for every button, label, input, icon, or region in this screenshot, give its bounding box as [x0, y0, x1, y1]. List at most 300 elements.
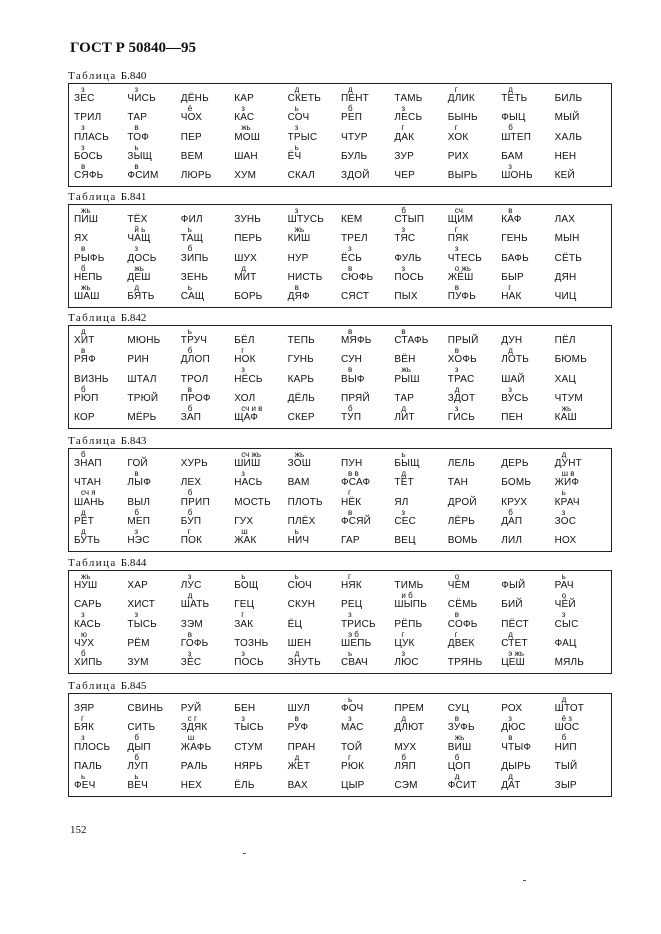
syllable-word: ЦЫР: [341, 780, 365, 791]
syllable-word: ТУП: [341, 412, 362, 423]
word-grid: [73, 696, 607, 792]
syllable-word: РАЧ: [554, 580, 574, 592]
word-cell: [233, 773, 286, 792]
word-cell: [393, 366, 446, 385]
syllable-word: ДЯФ: [287, 291, 310, 302]
syllable-word: ТАМЬ: [394, 93, 423, 105]
syllable-word: ЧТУМ: [554, 392, 583, 404]
word-cell: [554, 386, 607, 405]
pronunciation-mark: в: [454, 610, 460, 620]
word-cell: [233, 734, 286, 753]
word-cell: [340, 528, 393, 547]
syllable-word: БИЙ: [501, 599, 523, 611]
pronunciation-mark: в: [134, 123, 139, 133]
pronunciation-mark: г: [187, 526, 191, 536]
syllable-word: ТРЕЛ: [341, 233, 368, 245]
word-cell: [500, 245, 553, 264]
pronunciation-mark: в: [187, 629, 193, 639]
word-cell: [500, 226, 553, 245]
word-cell: [287, 734, 340, 753]
pronunciation-mark: в: [81, 244, 86, 254]
word-cell: [393, 265, 446, 284]
syllable-word: ЧИЦ: [554, 291, 577, 302]
word-cell: [500, 451, 553, 470]
pronunciation-mark: жь: [294, 225, 305, 235]
syllable-word: НОК: [234, 354, 256, 366]
pronunciation-mark: з: [134, 610, 139, 620]
word-cell: [126, 773, 179, 792]
syllable-word: БОЩ: [234, 580, 259, 592]
word-cell: [447, 366, 500, 385]
pronunciation-mark: г: [454, 225, 458, 235]
pronunciation-mark: ь: [241, 572, 246, 581]
pronunciation-mark: б: [187, 244, 193, 254]
word-cell: [126, 696, 179, 715]
pronunciation-mark: ь: [294, 142, 299, 152]
pronunciation-mark: д: [401, 469, 407, 479]
pronunciation-mark: жь: [454, 733, 465, 743]
table-block: [68, 435, 612, 552]
word-cell: [500, 328, 553, 347]
syllable-word: ЖАК: [234, 535, 257, 546]
syllable-word: КОР: [74, 412, 95, 423]
syllable-word: ЗОС: [554, 515, 577, 527]
word-cell: [393, 470, 446, 489]
word-cell: [126, 86, 179, 105]
pronunciation-mark: з: [508, 714, 512, 724]
pronunciation-mark: з: [241, 469, 245, 479]
syllable-word: ШАТЬ: [180, 599, 210, 611]
syllable-word: БУТЬ: [74, 535, 101, 546]
word-cell: [126, 328, 179, 347]
word-cell: [73, 245, 126, 264]
word-cell: [233, 124, 286, 143]
pronunciation-mark: з: [561, 507, 566, 517]
table-frame: [68, 83, 612, 187]
word-cell: [447, 386, 500, 405]
syllable-word: ХАЛЬ: [554, 131, 583, 143]
syllable-word: ЛЯП: [394, 760, 416, 772]
pronunciation-mark: д: [134, 282, 140, 292]
word-cell: [447, 528, 500, 547]
syllable-word: НЕПЬ: [74, 271, 103, 283]
table-block: [68, 191, 612, 308]
word-cell: [233, 265, 286, 284]
syllable-word: ЧТУР: [341, 131, 368, 143]
syllable-word: КАСЬ: [74, 618, 101, 630]
syllable-word: ЗЫЩ: [127, 150, 153, 162]
word-cell: [287, 366, 340, 385]
word-cell: [287, 528, 340, 547]
syllable-word: НАК: [501, 291, 522, 302]
syllable-word: ЦЕШ: [501, 657, 526, 668]
syllable-word: РЮП: [74, 392, 99, 404]
pronunciation-mark: з: [454, 244, 459, 254]
table-caption: [68, 557, 612, 570]
syllable-word: СЮФЬ: [341, 271, 374, 283]
pronunciation-mark: г: [508, 282, 512, 292]
word-cell: [447, 734, 500, 753]
syllable-word: СТЫП: [394, 214, 425, 226]
word-cell: [554, 105, 607, 124]
word-cell: [393, 528, 446, 547]
word-cell: [180, 105, 233, 124]
pronunciation-mark: ё з: [561, 714, 572, 724]
syllable-word: ЁЦ: [287, 618, 303, 630]
word-cell: [287, 451, 340, 470]
syllable-word: СЭМ: [394, 780, 418, 791]
syllable-word: ТРУЧ: [180, 335, 208, 347]
word-cell: [447, 773, 500, 792]
word-cell: [180, 124, 233, 143]
syllable-word: ДЁЛЬ: [287, 392, 315, 404]
syllable-word: ШЫПЬ: [394, 599, 427, 611]
syllable-word: ХИТ: [74, 335, 95, 347]
syllable-word: ШТУСЬ: [287, 214, 325, 226]
word-cell: [180, 386, 233, 405]
syllable-word: ТЕПЬ: [287, 335, 315, 347]
word-cell: [447, 573, 500, 592]
syllable-word: ПРЯЙ: [341, 392, 370, 404]
word-cell: [340, 265, 393, 284]
word-cell: [447, 144, 500, 163]
syllable-word: ЗЯР: [74, 703, 95, 715]
word-cell: [447, 226, 500, 245]
pronunciation-mark: о: [454, 572, 460, 581]
syllable-word: СВИНЬ: [127, 703, 164, 715]
syllable-word: ШУХ: [234, 252, 257, 264]
syllable-word: КРУХ: [501, 496, 528, 508]
syllable-word: ХУМ: [234, 170, 257, 181]
syllable-word: ПЁЛ: [554, 335, 576, 347]
syllable-word: ГОЙ: [127, 458, 148, 470]
pronunciation-mark: г: [81, 714, 84, 724]
word-cell: [500, 163, 553, 182]
syllable-word: ЁСЬ: [341, 252, 363, 264]
syllable-word: КАФ: [501, 214, 522, 226]
word-cell: [287, 631, 340, 650]
word-cell: [287, 163, 340, 182]
pronunciation-mark: б: [187, 488, 193, 498]
syllable-word: СОФЬ: [447, 618, 478, 630]
table-caption-label: Таблица: [68, 435, 117, 447]
word-cell: [287, 611, 340, 630]
syllable-word: ЛЕЛЬ: [447, 458, 475, 470]
syllable-word: ТРИСЬ: [341, 618, 376, 630]
word-cell: [180, 509, 233, 528]
word-cell: [126, 386, 179, 405]
syllable-word: ШТАЛ: [127, 373, 157, 385]
word-cell: [340, 489, 393, 508]
syllable-word: ГЕНЬ: [501, 233, 528, 245]
syllable-word: БОРЬ: [234, 291, 263, 302]
syllable-word: СТЕТ: [501, 637, 528, 649]
word-cell: [287, 489, 340, 508]
word-cell: [340, 347, 393, 366]
pronunciation-mark: о: [561, 591, 567, 601]
word-cell: [500, 105, 553, 124]
word-cell: [554, 509, 607, 528]
syllable-word: ПЕРЬ: [234, 233, 263, 245]
word-cell: [287, 124, 340, 143]
word-cell: [287, 328, 340, 347]
word-cell: [393, 386, 446, 405]
pronunciation-mark: д: [454, 771, 460, 781]
pronunciation-mark: б: [401, 752, 406, 762]
syllable-word: ЛЫФ: [127, 477, 152, 489]
syllable-word: РЮК: [341, 760, 365, 772]
syllable-word: ШЕН: [287, 637, 312, 649]
word-cell: [554, 592, 607, 611]
word-cell: [126, 715, 179, 734]
word-cell: [233, 573, 286, 592]
word-cell: [180, 631, 233, 650]
word-cell: [73, 347, 126, 366]
word-cell: [393, 207, 446, 226]
word-cell: [500, 734, 553, 753]
syllable-word: ШАНЬ: [74, 496, 105, 508]
pronunciation-mark: ь: [187, 225, 192, 235]
word-cell: [500, 265, 553, 284]
word-cell: [500, 86, 553, 105]
word-cell: [447, 592, 500, 611]
syllable-word: ДАТ: [501, 780, 521, 791]
syllable-word: ФСЯЙ: [341, 515, 372, 527]
word-cell: [73, 124, 126, 143]
syllable-word: ПРАН: [287, 741, 316, 753]
word-cell: [73, 144, 126, 163]
pronunciation-mark: б: [561, 733, 567, 743]
syllable-word: РИХ: [447, 150, 469, 162]
syllable-word: РОХ: [501, 703, 523, 715]
syllable-word: КИШ: [287, 233, 311, 245]
syllable-word: БИЛЬ: [554, 93, 583, 105]
syllable-word: ЛИТ: [394, 412, 415, 423]
pronunciation-mark: в: [348, 365, 353, 375]
pronunciation-mark: й ь: [134, 225, 146, 235]
syllable-word: РУФ: [287, 722, 309, 734]
pronunciation-mark: ь: [294, 104, 299, 114]
syllable-word: СЯФЬ: [74, 170, 104, 181]
word-cell: [233, 105, 286, 124]
word-cell: [73, 734, 126, 753]
syllable-word: ТАН: [447, 477, 469, 489]
word-cell: [233, 470, 286, 489]
syllable-word: ПИШ: [74, 214, 99, 226]
syllable-word: НИСТЬ: [287, 271, 323, 283]
syllable-word: ЧЁЙ: [554, 599, 576, 611]
pronunciation-mark: г: [401, 123, 405, 133]
syllable-word: БЫЩ: [394, 458, 420, 470]
word-cell: [73, 573, 126, 592]
syllable-word: ЧАЩ: [127, 233, 151, 245]
syllable-word: НЕХ: [180, 780, 202, 791]
syllable-word: ПЛЁХ: [287, 515, 316, 527]
pronunciation-mark: в: [508, 733, 513, 743]
syllable-word: СОЧ: [287, 112, 310, 124]
word-cell: [447, 347, 500, 366]
word-cell: [393, 284, 446, 303]
syllable-word: ШТОТ: [554, 703, 585, 715]
pronunciation-mark: ь: [134, 771, 139, 781]
word-cell: [340, 405, 393, 424]
syllable-word: ЛЮРЬ: [180, 170, 212, 181]
syllable-word: КЕМ: [341, 214, 363, 226]
syllable-word: ВАХ: [287, 780, 308, 791]
word-cell: [180, 734, 233, 753]
word-cell: [340, 226, 393, 245]
word-cell: [180, 347, 233, 366]
syllable-word: ДАП: [501, 515, 523, 527]
word-cell: [500, 144, 553, 163]
word-cell: [287, 265, 340, 284]
pronunciation-mark: ь: [561, 572, 566, 581]
syllable-word: МЯФЬ: [341, 335, 372, 347]
pronunciation-mark: б: [134, 752, 139, 762]
syllable-word: НУШ: [74, 580, 98, 592]
syllable-word: ЩИМ: [447, 214, 474, 226]
word-cell: [233, 226, 286, 245]
syllable-word: ДЛЮТ: [394, 722, 425, 734]
word-cell: [554, 265, 607, 284]
syllable-word: ЖАФЬ: [180, 741, 212, 753]
pronunciation-mark: б: [508, 507, 513, 517]
pronunciation-mark: в: [134, 469, 139, 479]
word-cell: [73, 226, 126, 245]
word-cell: [340, 592, 393, 611]
word-cell: [233, 611, 286, 630]
word-cell: [340, 611, 393, 630]
word-cell: [500, 124, 553, 143]
word-cell: [233, 366, 286, 385]
syllable-word: ПЯК: [447, 233, 469, 245]
table-caption-label: Таблица: [68, 312, 117, 324]
syllable-word: ЗЕС: [74, 93, 95, 105]
syllable-word: ЛУП: [127, 760, 149, 772]
syllable-word: МЫЙ: [554, 112, 580, 124]
word-cell: [340, 715, 393, 734]
word-cell: [180, 754, 233, 773]
syllable-word: ФСИМ: [127, 170, 159, 181]
word-cell: [340, 451, 393, 470]
pronunciation-mark: з: [81, 142, 85, 152]
syllable-word: ЧТЫФ: [501, 741, 532, 753]
syllable-word: ТОЙ: [341, 741, 363, 753]
table-caption: [68, 680, 612, 693]
word-cell: [287, 284, 340, 303]
word-cell: [233, 650, 286, 669]
syllable-word: ТАР: [394, 392, 415, 404]
syllable-word: ПОСЬ: [394, 271, 424, 283]
pronunciation-mark: в: [81, 346, 86, 356]
syllable-word: ПОК: [180, 535, 203, 546]
syllable-word: ЧЕР: [394, 170, 415, 181]
syllable-word: ЛАХ: [554, 214, 576, 226]
table-caption-number: Б.843: [120, 435, 147, 447]
word-cell: [500, 405, 553, 424]
syllable-word: ДЁНЬ: [180, 93, 209, 105]
syllable-word: ПЛАСЬ: [74, 131, 109, 143]
scan-speck: [243, 853, 246, 854]
word-cell: [393, 715, 446, 734]
syllable-word: МАС: [341, 722, 364, 734]
syllable-word: ТАЩ: [180, 233, 204, 245]
word-cell: [126, 265, 179, 284]
syllable-word: ЧЁМ: [447, 580, 471, 592]
pronunciation-mark: з: [294, 206, 299, 215]
syllable-word: КРАЧ: [554, 496, 580, 508]
pronunciation-mark: з: [241, 714, 245, 724]
syllable-word: ЛЕХ: [180, 477, 202, 489]
word-cell: [500, 509, 553, 528]
word-cell: [287, 773, 340, 792]
syllable-word: БОСЬ: [74, 150, 103, 162]
pronunciation-mark: ь: [294, 572, 299, 581]
word-cell: [233, 347, 286, 366]
word-cell: [500, 696, 553, 715]
syllable-word: ШАШ: [74, 291, 100, 302]
pronunciation-mark: з: [81, 85, 85, 94]
syllable-word: ЯХ: [74, 233, 89, 245]
syllable-word: ВЁН: [394, 354, 416, 366]
word-cell: [554, 650, 607, 669]
word-grid: [73, 573, 607, 669]
pronunciation-mark: з: [134, 85, 139, 94]
pronunciation-mark: з: [294, 123, 299, 133]
word-grid: [73, 451, 607, 547]
pronunciation-mark: сч жь: [241, 450, 262, 459]
syllable-word: ШУЛ: [287, 703, 310, 715]
pronunciation-mark: б: [134, 733, 139, 743]
pronunciation-mark: з: [401, 648, 406, 658]
pronunciation-mark: в: [187, 384, 193, 394]
word-cell: [340, 696, 393, 715]
word-cell: [447, 284, 500, 303]
pronunciation-mark: д: [294, 648, 300, 658]
table-caption: [68, 70, 612, 83]
syllable-word: ЗУМ: [127, 657, 149, 668]
pronunciation-mark: з: [454, 365, 459, 375]
word-cell: [554, 328, 607, 347]
word-cell: [340, 509, 393, 528]
syllable-word: ЖИФ: [554, 477, 580, 489]
syllable-word: ДУН: [501, 335, 523, 347]
pronunciation-mark: б: [454, 752, 460, 762]
syllable-word: ЗЫР: [554, 780, 577, 791]
word-cell: [554, 715, 607, 734]
table-caption: [68, 191, 612, 204]
syllable-word: ДЕШ: [127, 271, 151, 283]
table-caption-label: Таблица: [68, 191, 117, 203]
word-cell: [73, 386, 126, 405]
table-caption-label: Таблица: [68, 680, 117, 692]
pronunciation-mark: д: [187, 591, 193, 601]
syllable-word: БУП: [180, 515, 202, 527]
syllable-word: ЗУФЬ: [447, 722, 475, 734]
pronunciation-mark: з: [401, 225, 406, 235]
syllable-word: ПАЛЬ: [74, 760, 103, 772]
word-cell: [287, 386, 340, 405]
pronunciation-mark: ь: [134, 142, 139, 152]
word-cell: [447, 163, 500, 182]
syllable-word: РАЛЬ: [180, 760, 208, 772]
word-cell: [554, 611, 607, 630]
syllable-word: СКАЛ: [287, 170, 315, 181]
word-cell: [393, 163, 446, 182]
word-cell: [447, 754, 500, 773]
pronunciation-mark: з: [241, 104, 245, 114]
word-cell: [500, 573, 553, 592]
